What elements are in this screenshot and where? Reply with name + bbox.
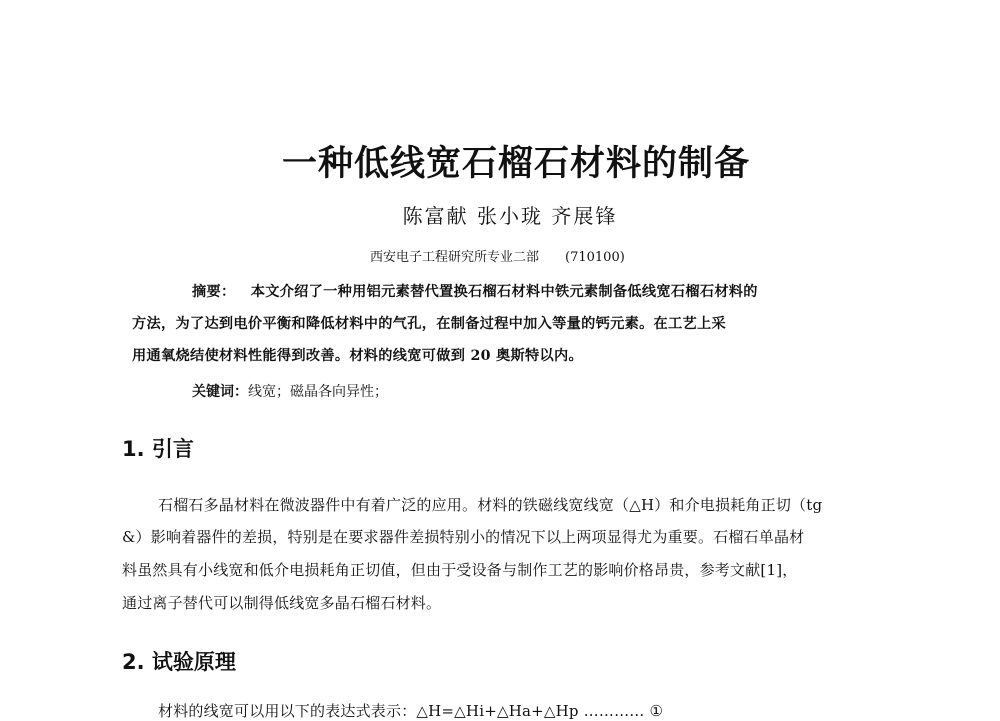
abstract-label: 摘要：: [192, 284, 236, 300]
postal-code: (710100): [565, 250, 625, 265]
abstract-line-2: 方法，为了达到电价平衡和降低材料中的气孔，在制备过程中加入等量的钙元素。在工艺上采: [132, 316, 726, 332]
abstract-line-1: [192, 281, 758, 301]
section-1-line-4: 通过离子替代可以制得低线宽多晶石榴石材料。: [122, 594, 442, 612]
section-1-line-2: &）影响着器件的差损，特别是在要求器件差损特别小的情况下以上两项显得尤为重要。石榴石单晶材: [122, 528, 805, 546]
abstract-text-1: 本文介绍了一种用铝元素替代置换石榴石材料中铁元素制备低线宽石榴石材料的: [250, 284, 758, 300]
keywords-label: 关键词：: [192, 384, 248, 400]
keywords-text: 线宽；磁晶各向异性；: [248, 384, 388, 400]
keywords-line: [192, 381, 388, 401]
author-list: 陈富献 张小珑 齐展锋: [402, 204, 618, 228]
affiliation: [370, 246, 625, 265]
paper-title: 一种低线宽石榴石材料的制备: [281, 144, 750, 184]
section-1-heading: 1. 引言: [122, 437, 194, 461]
affiliation-name: 西安电子工程研究所专业二部: [370, 250, 540, 265]
section-1-line-3: 料虽然具有小线宽和低介电损耗角正切值，但由于受设备与制作工艺的影响价格昂贵，参考文献[1]，: [122, 561, 798, 579]
section-2-line-1: 材料的线宽可以用以下的表达式表示：△H=△Hi+△Ha+△Hp ………… ①: [158, 702, 664, 720]
section-2-heading: 2. 试验原理: [122, 650, 236, 674]
section-1-line-1: 石榴石多晶材料在微波器件中有着广泛的应用。材料的铁磁线宽线宽（△H）和介电损耗角正切（tg: [158, 496, 823, 514]
abstract-line-3: 用通氧烧结使材料性能得到改善。材料的线宽可做到 20 奥斯特以内。: [132, 348, 583, 364]
